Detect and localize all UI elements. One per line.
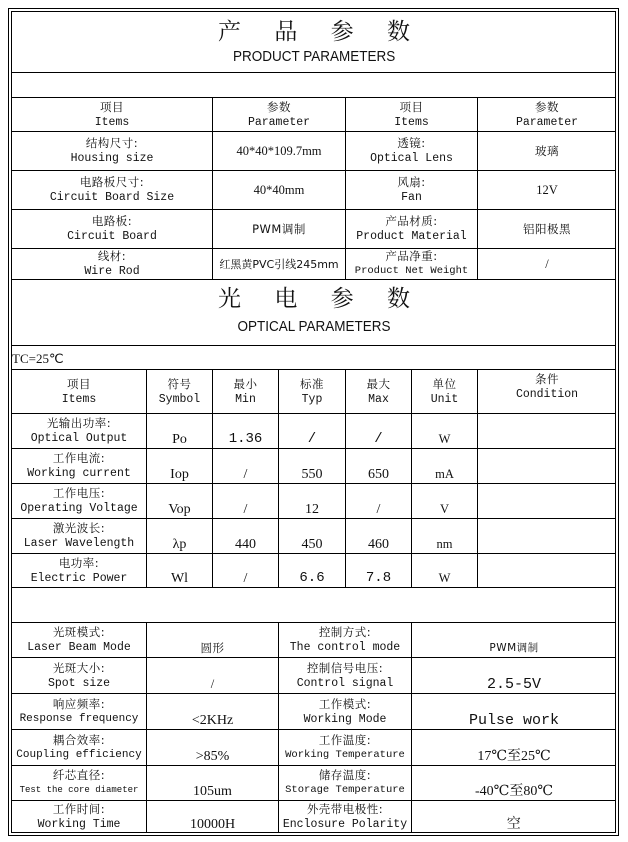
header-en: Unit xyxy=(430,392,459,406)
optical-min xyxy=(213,519,279,554)
other-value-response-frequency xyxy=(147,694,279,730)
optical-min xyxy=(213,449,279,484)
item-zh: 产品材质: xyxy=(385,214,438,228)
product-title-block xyxy=(12,12,616,73)
value: 6.6 xyxy=(299,570,325,586)
optical-unit xyxy=(412,519,478,554)
optical-typ xyxy=(279,519,346,554)
other-value-working-mode xyxy=(412,694,616,730)
other-item-enclosure-polarity xyxy=(279,801,412,833)
value: 1.36 xyxy=(228,431,263,447)
item-en: Fan xyxy=(401,191,422,204)
product-value-wire-rod xyxy=(213,249,346,280)
value: PWM调制 xyxy=(252,221,306,236)
header-zh: 项目 xyxy=(100,99,124,114)
optical-item-working-current xyxy=(12,449,147,484)
value: 550 xyxy=(301,467,323,482)
product-title-zh: 产 品 参 数 xyxy=(218,19,423,45)
item-zh: 透镜: xyxy=(397,136,426,150)
other-value-storage-temperature xyxy=(412,766,616,801)
item-zh: 产品净重: xyxy=(385,249,438,263)
product-title-en: PRODUCT PARAMETERS xyxy=(232,48,396,65)
other-item-core-diameter xyxy=(12,766,147,801)
product-item-product-material xyxy=(346,210,478,249)
header-zh: 条件 xyxy=(535,372,559,386)
other-value-enclosure-polarity xyxy=(412,801,616,833)
product-header-parameter xyxy=(213,98,346,132)
item-en: Control signal xyxy=(296,676,394,690)
product-value-optical-lens xyxy=(478,132,616,171)
other-item-response-frequency xyxy=(12,694,147,730)
product-item-wire-rod xyxy=(12,249,213,280)
product-item-optical-lens xyxy=(346,132,478,171)
test-condition: TC=25℃ xyxy=(12,351,64,366)
item-zh: 线材: xyxy=(97,249,127,263)
value: λp xyxy=(172,537,187,552)
product-value-fan xyxy=(478,171,616,210)
product-item-fan xyxy=(346,171,478,210)
product-value-product-material xyxy=(478,210,616,249)
other-value-working-temperature xyxy=(412,730,616,766)
value: >85% xyxy=(195,749,230,764)
value: / xyxy=(210,677,215,691)
optical-min xyxy=(213,414,279,449)
value: / xyxy=(374,431,383,447)
value: / xyxy=(545,256,549,271)
item-zh: 光斑大小: xyxy=(52,660,106,675)
optical-condition xyxy=(478,554,616,588)
other-item-control-mode xyxy=(279,623,412,658)
optical-condition xyxy=(478,449,616,484)
item-en: Operating Voltage xyxy=(20,502,138,515)
optical-unit xyxy=(412,484,478,519)
product-value-circuit-board-size xyxy=(213,171,346,210)
other-item-working-time xyxy=(12,801,147,833)
item-en: The control mode xyxy=(289,641,401,654)
item-zh: 控制信号电压: xyxy=(306,660,384,675)
optical-typ xyxy=(279,414,346,449)
value: -40℃至80℃ xyxy=(475,784,553,799)
optical-header-condition xyxy=(478,370,616,414)
item-en: Circuit Board Size xyxy=(49,191,175,204)
item-en: Working Time xyxy=(37,818,121,831)
optical-header-min xyxy=(213,370,279,414)
value: Po xyxy=(172,432,187,447)
item-zh: 光斑模式: xyxy=(52,625,106,639)
optical-header-items xyxy=(12,370,147,414)
value: 105um xyxy=(193,784,232,799)
item-zh: 工作时间: xyxy=(52,802,106,816)
value: 空 xyxy=(506,816,522,832)
header-zh: 符号 xyxy=(167,376,192,391)
other-item-coupling-efficiency xyxy=(12,730,147,766)
header-en: Items xyxy=(394,115,429,129)
item-zh: 电功率: xyxy=(58,555,100,570)
item-zh: 风扇: xyxy=(397,175,426,189)
value: <2KHz xyxy=(191,713,234,728)
other-item-spot-size xyxy=(12,658,147,694)
item-en: Product Net Weight xyxy=(354,265,469,277)
product-header-parameter-2 xyxy=(478,98,616,132)
header-en: Parameter xyxy=(247,115,311,129)
item-zh: 电路板: xyxy=(91,214,133,228)
other-item-laser-beam-mode xyxy=(12,623,147,658)
header-en: Items xyxy=(61,392,97,406)
value: Pulse work xyxy=(468,712,559,729)
optical-item-electric-power xyxy=(12,554,147,588)
value: 12 xyxy=(305,502,319,517)
header-zh: 参数 xyxy=(535,99,559,114)
item-en: Housing size xyxy=(70,152,154,165)
item-zh: 控制方式: xyxy=(318,625,372,639)
optical-max xyxy=(346,519,412,554)
product-item-housing-size xyxy=(12,132,213,171)
optical-unit xyxy=(412,449,478,484)
item-zh: 工作模式: xyxy=(318,696,372,711)
optical-symbol xyxy=(147,449,213,484)
item-en: Working Temperature xyxy=(285,748,405,761)
value: 铝阳极黑 xyxy=(523,221,571,236)
value: / xyxy=(307,431,317,447)
value: 圆形 xyxy=(200,641,225,655)
other-value-coupling-efficiency xyxy=(147,730,279,766)
optical-header-typ xyxy=(279,370,346,414)
optical-max xyxy=(346,449,412,484)
header-zh: 参数 xyxy=(267,99,291,114)
value: 红黑黄PVC引线245mm xyxy=(219,257,339,271)
item-en: Laser Wavelength xyxy=(23,537,135,550)
value: Iop xyxy=(170,467,189,482)
header-en: Items xyxy=(94,115,130,129)
test-condition-row xyxy=(12,346,616,370)
optical-item-optical-output xyxy=(12,414,147,449)
item-en: Response frequency xyxy=(19,712,139,725)
optical-title-zh: 光 电 参 数 xyxy=(218,285,423,312)
item-en: Circuit Board xyxy=(67,230,157,243)
value: 2.5-5V xyxy=(486,676,541,693)
spacer-row xyxy=(12,588,616,623)
other-item-control-signal xyxy=(279,658,412,694)
optical-max xyxy=(346,554,412,588)
item-zh: 储存温度: xyxy=(318,768,372,782)
optical-max xyxy=(346,484,412,519)
value: 7.8 xyxy=(365,570,392,586)
header-en: Parameter xyxy=(515,115,579,129)
item-zh: 纤芯直径: xyxy=(52,768,106,782)
product-item-circuit-board-size xyxy=(12,171,213,210)
item-zh: 耦合效率: xyxy=(52,732,106,747)
item-zh: 电路板尺寸: xyxy=(79,175,145,189)
header-zh: 最小 xyxy=(233,376,258,391)
other-item-storage-temperature xyxy=(279,766,412,801)
optical-symbol xyxy=(147,414,213,449)
item-en: Coupling efficiency xyxy=(16,748,142,761)
header-zh: 标准 xyxy=(300,376,324,391)
value: nm xyxy=(436,537,453,551)
item-zh: 激光波长: xyxy=(52,521,106,535)
optical-typ xyxy=(279,484,346,519)
item-en: Optical Lens xyxy=(370,152,453,165)
value: 450 xyxy=(301,537,323,552)
value: 40*40*109.7mm xyxy=(236,143,322,158)
product-header-items-2 xyxy=(346,98,478,132)
header-en: Max xyxy=(368,392,389,406)
item-zh: 外壳带电极性: xyxy=(306,802,384,816)
value: 650 xyxy=(368,467,389,482)
optical-unit xyxy=(412,554,478,588)
header-en: Symbol xyxy=(158,392,201,406)
value: Vop xyxy=(168,502,191,517)
value: mA xyxy=(435,467,454,481)
item-en: Working Mode xyxy=(303,712,387,726)
header-zh: 单位 xyxy=(432,376,457,391)
item-zh: 结构尺寸: xyxy=(85,136,139,150)
optical-min xyxy=(213,484,279,519)
optical-title-en: OPTICAL PARAMETERS xyxy=(237,318,391,336)
item-zh: 响应频率: xyxy=(52,696,106,711)
optical-title-block xyxy=(12,280,616,346)
item-en: Spot size xyxy=(47,676,111,690)
value: / xyxy=(243,571,248,586)
other-value-control-signal xyxy=(412,658,616,694)
optical-header-max xyxy=(346,370,412,414)
item-zh: 光输出功率: xyxy=(46,416,112,430)
optical-symbol xyxy=(147,519,213,554)
value: 玻璃 xyxy=(535,143,559,158)
optical-item-operating-voltage xyxy=(12,484,147,519)
optical-condition xyxy=(478,519,616,554)
optical-symbol xyxy=(147,554,213,588)
header-en: Min xyxy=(235,392,256,406)
product-item-net-weight xyxy=(346,249,478,280)
item-zh: 工作温度: xyxy=(318,732,372,747)
product-value-circuit-board xyxy=(213,210,346,249)
value: / xyxy=(243,467,248,482)
value: 17℃至25℃ xyxy=(477,749,551,764)
optical-symbol xyxy=(147,484,213,519)
header-zh: 项目 xyxy=(67,376,91,391)
item-en: Laser Beam Mode xyxy=(27,641,131,654)
product-value-housing-size xyxy=(213,132,346,171)
optical-typ xyxy=(279,554,346,588)
product-header-items xyxy=(12,98,213,132)
value: 40*40mm xyxy=(253,182,305,197)
other-value-spot-size xyxy=(147,658,279,694)
value: 460 xyxy=(368,537,389,552)
header-en: Typ xyxy=(301,392,323,406)
item-en: Electric Power xyxy=(30,571,128,585)
optical-min xyxy=(213,554,279,588)
value: 440 xyxy=(235,537,256,552)
optical-item-laser-wavelength xyxy=(12,519,147,554)
other-value-core-diameter xyxy=(147,766,279,801)
item-en: Working current xyxy=(27,467,131,480)
optical-condition xyxy=(478,414,616,449)
other-item-working-mode xyxy=(279,694,412,730)
value: / xyxy=(243,502,248,517)
value: Wl xyxy=(170,571,189,586)
header-zh: 项目 xyxy=(399,99,424,114)
optical-typ xyxy=(279,449,346,484)
other-value-working-time xyxy=(147,801,279,833)
item-en: Optical Output xyxy=(30,432,128,445)
optical-max xyxy=(346,414,412,449)
item-zh: 工作电流: xyxy=(52,451,106,465)
other-value-laser-beam-mode xyxy=(147,623,279,658)
value: PWM调制 xyxy=(489,642,539,654)
optical-header-unit xyxy=(412,370,478,414)
value: V xyxy=(439,502,450,516)
item-en: Storage Temperature xyxy=(285,784,405,796)
value: / xyxy=(376,502,381,517)
product-item-circuit-board xyxy=(12,210,213,249)
item-zh: 工作电压: xyxy=(52,486,106,500)
other-value-control-mode xyxy=(412,623,616,658)
optical-condition xyxy=(478,484,616,519)
spacer-row xyxy=(12,73,616,98)
value: 10000H xyxy=(189,817,236,832)
value: 12V xyxy=(536,182,558,197)
value: W xyxy=(438,571,451,585)
header-en: Condition xyxy=(515,388,579,401)
optical-unit xyxy=(412,414,478,449)
product-value-net-weight xyxy=(478,249,616,280)
other-item-working-temperature xyxy=(279,730,412,766)
value: W xyxy=(438,432,451,446)
optical-header-symbol xyxy=(147,370,213,414)
item-en: Test the core diameter xyxy=(19,785,139,795)
item-en: Enclosure Polarity xyxy=(282,818,408,831)
item-en: Wire Rod xyxy=(84,265,140,278)
header-zh: 最大 xyxy=(366,376,391,391)
item-en: Product Material xyxy=(356,230,467,243)
